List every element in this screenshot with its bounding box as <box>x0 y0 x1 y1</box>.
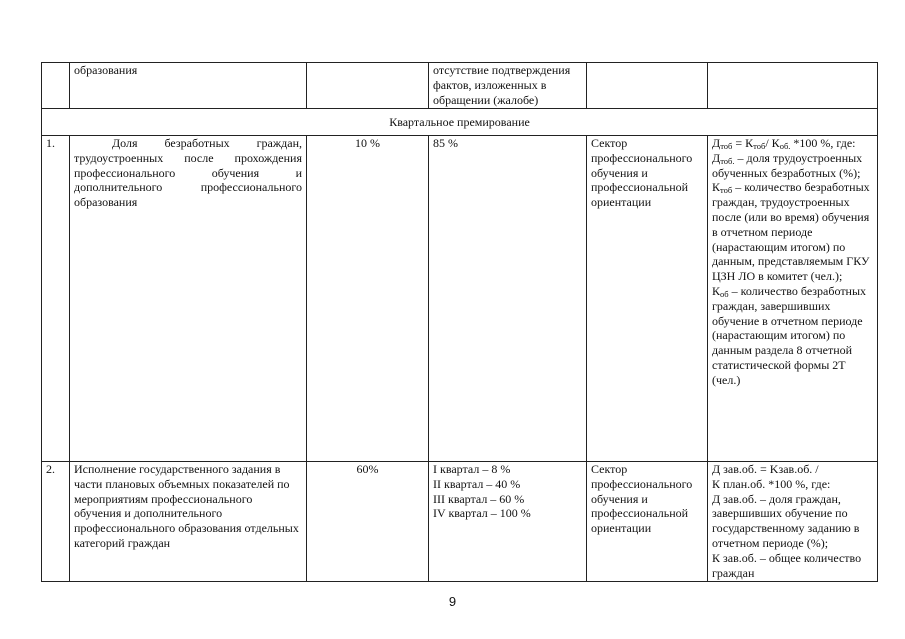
formula-def-employed: $К_{тоб}$ – количество безработных граждан, трудоустроенных после (или во время) обучения в отчетном периоде (нарастающим итогом) по данным, представляемым ГКУ ЦЗН ЛО в комитет (чел.); <box>712 180 870 284</box>
cell-responsible: Сектор профессионального обучения и профессиональной ориентации <box>587 136 708 462</box>
table-row <box>42 462 878 582</box>
indicators-table <box>41 62 878 582</box>
cell-weight: 10 % <box>307 136 429 462</box>
cell-formula <box>708 136 878 462</box>
section-header-row <box>42 109 878 136</box>
cell-indicator-name: Исполнение государственного задания в части плановых объемных показателей по мероприятиям профессионального обучения и дополнительного профессионального образования отдельных категорий граждан <box>70 462 307 582</box>
cell-formula: Д зав.об. = Kзав.об. / К план.об. *100 %, где: Д зав.об. – доля граждан, завершивших обучение по государственному заданию в отчетном периоде (%); К зав.об. – общее количество граждан <box>708 462 878 582</box>
formula-line: $Д_{тоб} = К_{тоб}/$ $К_{об.}$ *100 %, где: <box>712 136 856 151</box>
cell-indicator-name: Доля безработных граждан, трудоустроенных после прохождения профессионального обучения и дополнительного профессионального образования <box>70 136 307 462</box>
cell-responsible: Сектор профессионального обучения и профессиональной ориентации <box>587 462 708 582</box>
table-row-continuation <box>42 63 878 109</box>
table-row <box>42 136 878 462</box>
target-q3: III квартал – 60 % <box>433 491 525 506</box>
target-q2: II квартал – 40 % <box>433 476 521 491</box>
cell-indicator-name: образования <box>70 63 307 109</box>
cell-num: 1. <box>42 136 70 462</box>
target-q4: IV квартал – 100 % <box>433 506 531 521</box>
cell-weight: 60% <box>307 462 429 582</box>
cell-num: 2. <box>42 462 70 582</box>
cell-targets <box>429 462 587 582</box>
target-q1: I квартал – 8 % <box>433 462 511 476</box>
page-number: 9 <box>448 594 457 609</box>
cell-formula <box>708 63 878 109</box>
formula-def-trained: $К_{об}$ – количество безработных граждан, завершивших обучение в отчетном периоде (нарастающим итогом) по данным раздела 8 отчетной статистической формы 2Т (чел.) <box>712 283 867 387</box>
cell-responsible <box>587 63 708 109</box>
cell-criteria: отсутствие подтверждения фактов, изложенных в обращении (жалобе) <box>429 63 587 109</box>
section-title: Квартальное премирование <box>42 109 878 136</box>
formula-def-share: $Д_{тоб.}$ – доля трудоустроенных обученных безработных (%); <box>712 150 863 180</box>
cell-num <box>42 63 70 109</box>
cell-target: 85 % <box>429 136 587 462</box>
cell-weight <box>307 63 429 109</box>
